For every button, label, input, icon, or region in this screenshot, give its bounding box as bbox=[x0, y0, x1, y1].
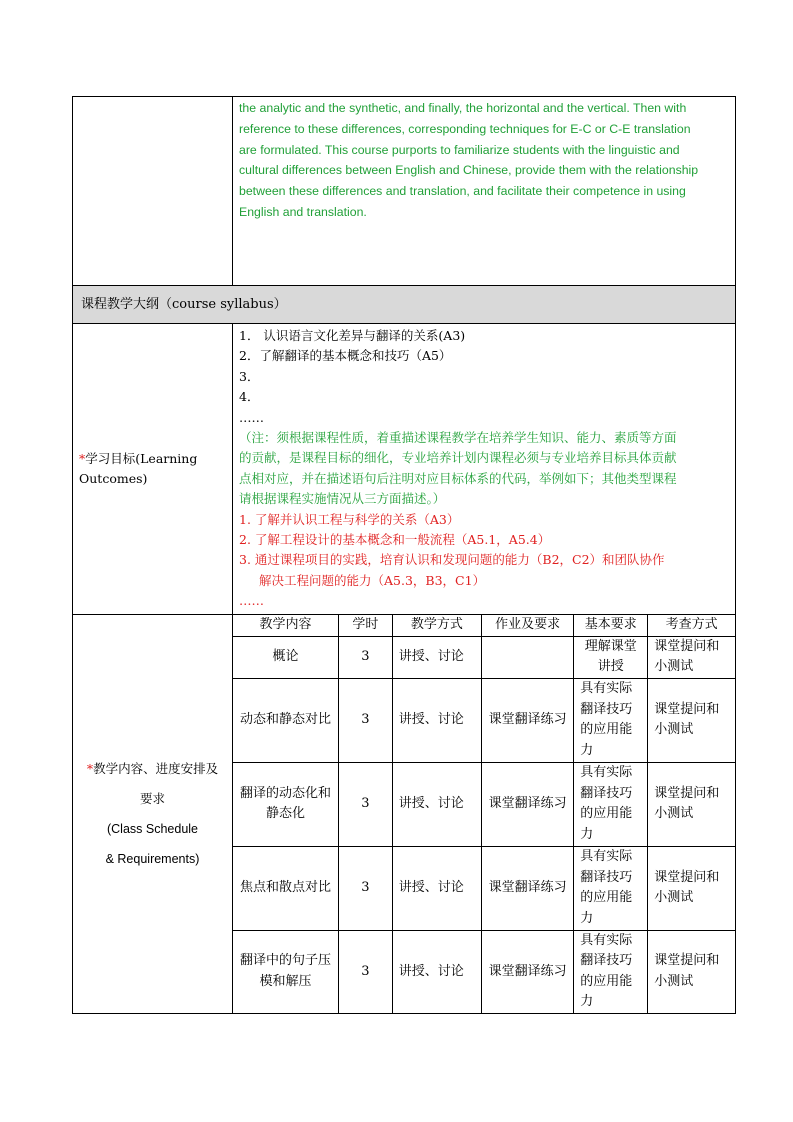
assessment-cell: 课堂提问和小测试 bbox=[648, 762, 735, 846]
header-cell: 作业及要求 bbox=[481, 615, 573, 636]
learning-outcomes-label bbox=[73, 324, 233, 615]
hours-cell: 3 bbox=[338, 678, 392, 762]
note-line: 请根据课程实施情况从三方面描述。） bbox=[239, 491, 446, 507]
schedule-label-line: (Class Schedule bbox=[106, 822, 198, 836]
header-cell: 基本要求 bbox=[574, 615, 648, 636]
content-cell: 焦点和散点对比 bbox=[233, 846, 338, 930]
description-label-cell bbox=[73, 97, 233, 286]
syllabus-header: 课程教学大纲（course syllabus） bbox=[81, 297, 287, 312]
assessment-cell: 课堂提问和小测试 bbox=[648, 846, 735, 930]
hours-cell: 3 bbox=[338, 636, 392, 678]
header-cell: 考查方式 bbox=[648, 615, 735, 636]
schedule-label-line: 教学内容、进度安排及 bbox=[93, 761, 219, 776]
homework-cell: 课堂翻译练习 bbox=[481, 930, 573, 1013]
assessment-cell: 课堂提问和小测试 bbox=[648, 678, 735, 762]
syllabus-page bbox=[72, 96, 735, 1014]
content-cell: 翻译的动态化和静态化 bbox=[233, 762, 338, 846]
description-line: cultural differences between English and Chinese, provide them with the relationship bbox=[239, 163, 699, 178]
learning-outcomes-list bbox=[233, 324, 735, 614]
homework-cell bbox=[481, 636, 573, 678]
example-item: …… bbox=[239, 593, 264, 609]
hours-cell: 3 bbox=[338, 846, 392, 930]
homework-cell: 课堂翻译练习 bbox=[481, 678, 573, 762]
content-cell: 概论 bbox=[233, 636, 338, 678]
assessment-cell: 课堂提问和小测试 bbox=[648, 930, 735, 1013]
hours-cell: 3 bbox=[338, 762, 392, 846]
header-cell: 教学方式 bbox=[392, 615, 481, 636]
method-cell: 讲授、讨论 bbox=[392, 636, 481, 678]
method-cell: 讲授、讨论 bbox=[392, 762, 481, 846]
outcome-item: …… bbox=[239, 409, 264, 425]
note-line: 点相对应，并在描述语句后注明对应目标体系的代码，举例如下；其他类型课程 bbox=[239, 470, 677, 486]
table-row bbox=[233, 678, 735, 762]
example-item: 3. 通过课程项目的实践，培育认识和发现问题的能力（B2，C2）和团队协作 bbox=[239, 552, 665, 568]
class-schedule-row bbox=[73, 615, 736, 1014]
example-item: 2. 了解工程设计的基本概念和一般流程（A5.1，A5.4） bbox=[239, 532, 551, 548]
description-line: reference to these differences, corresponding techniques for E-C or C-E translation bbox=[239, 121, 691, 136]
requirement-cell: 具有实际翻译技巧的应用能力 bbox=[574, 846, 648, 930]
method-cell: 讲授、讨论 bbox=[392, 930, 481, 1013]
schedule-label-line: & Requirements) bbox=[105, 852, 200, 866]
table-row bbox=[233, 636, 735, 678]
required-asterisk: * bbox=[86, 761, 94, 776]
example-item: 解决工程问题的能力（A5.3，B3，C1） bbox=[259, 572, 486, 588]
note-line: 的贡献，是课程目标的细化，专业培养计划内课程必须与专业培养目标具体贡献 bbox=[239, 450, 677, 466]
homework-cell: 课堂翻译练习 bbox=[481, 762, 573, 846]
header-cell: 教学内容 bbox=[233, 615, 338, 636]
course-description bbox=[233, 97, 735, 284]
schedule-table bbox=[233, 615, 735, 1013]
content-cell: 动态和静态对比 bbox=[233, 678, 338, 762]
outcomes-label-line: Outcomes) bbox=[79, 471, 148, 486]
outcomes-label-line: 学习目标(Learning bbox=[85, 451, 198, 466]
homework-cell: 课堂翻译练习 bbox=[481, 846, 573, 930]
syllabus-header-cell bbox=[73, 286, 736, 324]
requirement-cell: 理解课堂讲授 bbox=[574, 636, 648, 678]
outcome-item: 4． bbox=[239, 389, 260, 405]
outcome-item: 1． 认识语言文化差异与翻译的关系(A3) bbox=[239, 328, 466, 343]
method-cell: 讲授、讨论 bbox=[392, 846, 481, 930]
schedule-header-row bbox=[233, 615, 735, 636]
table-row bbox=[233, 930, 735, 1013]
description-line: the analytic and the synthetic, and finally, the horizontal and the vertical. Then with bbox=[239, 101, 687, 115]
learning-outcomes-row bbox=[73, 324, 736, 615]
requirement-cell: 具有实际翻译技巧的应用能力 bbox=[574, 930, 648, 1013]
syllabus-header-row bbox=[73, 286, 736, 324]
learning-outcomes-cell bbox=[233, 324, 736, 615]
description-line: English and translation. bbox=[239, 204, 367, 219]
note-line: （注：须根据课程性质，着重描述课程教学在培养学生知识、能力、素质等方面 bbox=[239, 430, 677, 446]
requirement-cell: 具有实际翻译技巧的应用能力 bbox=[574, 678, 648, 762]
outcome-item: 2．了解翻译的基本概念和技巧（A5） bbox=[239, 348, 452, 364]
header-cell: 学时 bbox=[338, 615, 392, 636]
class-schedule-label bbox=[73, 615, 233, 1014]
example-item: 1. 了解并认识工程与科学的关系（A3） bbox=[239, 511, 460, 527]
assessment-cell: 课堂提问和小测试 bbox=[648, 636, 735, 678]
outcome-item: 3． bbox=[239, 368, 260, 384]
schedule-label-line: 要求 bbox=[139, 791, 165, 806]
hours-cell: 3 bbox=[338, 930, 392, 1013]
syllabus-table bbox=[72, 96, 736, 1014]
table-row bbox=[233, 762, 735, 846]
description-row bbox=[73, 97, 736, 286]
required-asterisk: * bbox=[79, 451, 86, 466]
description-line: are formulated. This course purports to familiarize students with the linguistic and bbox=[239, 142, 680, 157]
class-schedule-cell bbox=[233, 615, 736, 1014]
table-row bbox=[233, 846, 735, 930]
content-cell: 翻译中的句子压模和解压 bbox=[233, 930, 338, 1013]
description-line: between these differences and translation, and facilitate their competence in using bbox=[239, 184, 686, 199]
description-cell bbox=[233, 97, 736, 286]
requirement-cell: 具有实际翻译技巧的应用能力 bbox=[574, 762, 648, 846]
method-cell: 讲授、讨论 bbox=[392, 678, 481, 762]
